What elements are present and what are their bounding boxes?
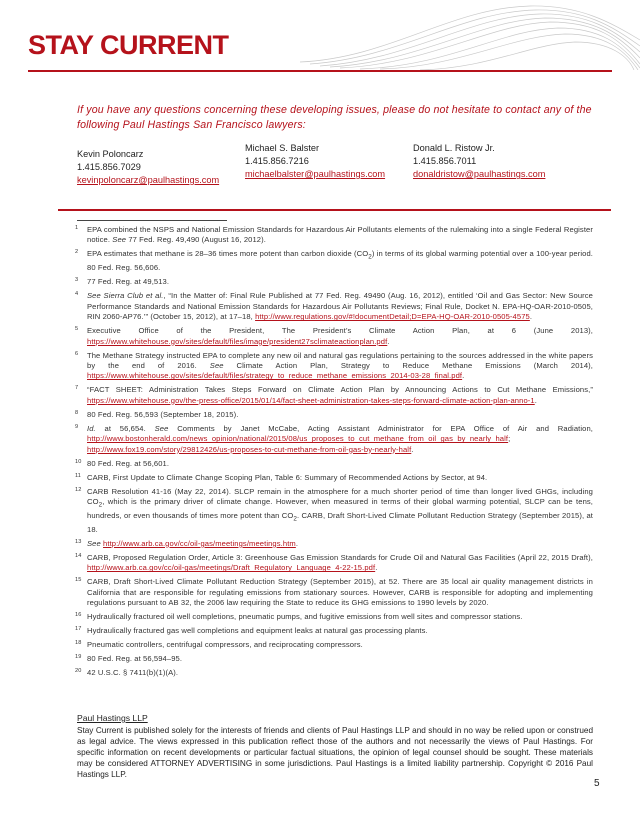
- footnote: 3 77 Fed. Reg. at 49,513.: [75, 277, 170, 287]
- contact-phone: 1.415.856.7216: [245, 156, 309, 166]
- footnotes: [77, 225, 593, 682]
- wave-lines-graphic: [300, 0, 640, 70]
- page-number: 5: [594, 778, 600, 789]
- contact-phone: 1.415.856.7029: [77, 162, 141, 172]
- contact-intro: If you have any questions concerning these developing issues, please do not hesitate to contact any of the following Paul Hastings San Francisco lawyers:: [77, 104, 592, 131]
- contacts-divider: [58, 209, 611, 211]
- footnote-number: 2: [75, 249, 79, 256]
- contact-email-link[interactable]: kevinpoloncarz@paulhastings.com: [77, 175, 220, 185]
- footnote: 4 See Sierra Club et al., “In the Matter of: Final Rule Published at 77 Fed. Reg. 49490 (Aug. 16, 2012), entitled ‘Oil and Gas Sector: New Source Performance Standards and National Emission Standards for Hazardous Air Pollutants Reviews; Final Rule, Docket N. EPA-HQ-OAR-2010-0505, RIN 2060-AP76.’” (October 15, 2012), at 17–18, http://www.regulations.gov/#!documentDetail;D=EPA-HQ-OAR-2010-0505-4575.: [75, 291, 593, 322]
- footnote: 18 Pneumatic controllers, centrifugal compressors, and reciprocating compressors.: [75, 640, 363, 650]
- footnote: 20 42 U.S.C. § 7411(b)(1)(A).: [75, 668, 179, 678]
- contact-name: Kevin Poloncarz: [77, 149, 144, 159]
- contact-card: [413, 142, 545, 181]
- footnote: 15 CARB, Draft Short-Lived Climate Pollutant Reduction Strategy (September 2015), at 52. There are 35 local air quality management districts in California that are responsible for regulating emissions from stationary sources. However, CARB is responsible for adopting and implementing regulations pursuant to AB 32, the 2006 law requiring the State to reduce its GHG emissions to 1990 levels by 2020.: [75, 577, 593, 608]
- footnote: 9 Id. at 56,654. See Comments by Janet McCabe, Acting Assistant Administrator for EPA Office of Air and Radiation, http://www.bostonherald.com/news_opinion/national/2015/08/us_proposes_to_cut_methane_from_oil_gas_by_nearly_half; http://www.fox19.com/story/29812426/us-proposes-to-cut-methane-from-oil-gas-by-nearly-half.: [75, 423, 593, 454]
- footnote: 13 See http://www.arb.ca.gov/cc/oil-gas/meetings/meetings.htm.: [75, 538, 299, 548]
- contact-name: Donald L. Ristow Jr.: [413, 143, 495, 153]
- footnote-number: 5: [75, 326, 79, 333]
- contact-email-link[interactable]: michaelbalster@paulhastings.com: [245, 169, 386, 179]
- footnote: 17 Hydraulically fractured gas well completions and equipment leaks at natural gas processing plants.: [75, 626, 428, 636]
- footnote-link[interactable]: http://www.regulations.gov/#!documentDetail;D=EPA-HQ-OAR-2010-0505-4575: [255, 312, 530, 322]
- header-divider: [28, 70, 612, 72]
- legal-disclaimer: Stay Current is published solely for the interests of friends and clients of Paul Hastings LLP and should in no way be relied upon or construed as legal advice. The views expressed in this publication reflect those of the authors and not necessarily the views of Paul Hastings. For specific information on recent developments or particular factual situations, the opinion of legal counsel should be sought. These materials may be considered ATTORNEY ADVERTISING in some jurisdictions. Paul Hastings is a limited liability partnership. Copyright © 2016 Paul Hastings LLP.: [77, 726, 593, 779]
- footnote: 5 Executive Office of the President, The President’s Climate Action Plan, at 6 (June 2013), https://www.whitehouse.gov/sites/default/files/image/president27sclimateactionplan.pdf.: [75, 326, 593, 346]
- footnote-number: 3: [75, 277, 79, 284]
- footnote-number: 12: [75, 486, 82, 493]
- footnote: 12 CARB Resolution 41-16 (May 22, 2014). SLCP remain in the atmosphere for a much shorter period of time than longer lived GHGs, including $CO_2$, which is the primary driver of climate change. However, when measured in terms of their global warming potential, SLCP can be tens, hundreds, or even thousands of times more potent than $CO_2$. CARB, Draft Short-Lived Climate Pollutant Reduction Strategy (September 2015), at 18.: [75, 486, 594, 534]
- footnote-link[interactable]: http://www.bostonherald.com/news_opinion/national/2015/08/us_proposes_to_cut_methane_from_oil_gas_by_nearly_half: [87, 434, 509, 444]
- footnote: 2 EPA estimates that methane is 28–36 times more potent than carbon dioxide $(CO_2)$ in terms of its global warming potential over a 100-year period. 80 Fed. Reg. 56,606.: [75, 249, 594, 273]
- footnote: 16 Hydraulically fractured oil well completions, pneumatic pumps, and fugitive emissions from well sites and compressor stations.: [75, 612, 523, 622]
- footnote: 11 CARB, First Update to Climate Change Scoping Plan, Table 6: Summary of Recommended Actions by Sector, at 94.: [75, 472, 488, 482]
- footnote-link[interactable]: https://www.whitehouse.gov/sites/default/files/strategy_to_reduce_methane_emissions_2014-03-28_final.pdf: [87, 371, 463, 381]
- footnote-number: 19: [75, 654, 82, 661]
- footnote-number: 10: [75, 458, 82, 465]
- footnote: 7 “FACT SHEET: Administration Takes Steps Forward on Climate Action Plan by Announcing Actions to Cut Methane Emissions,” https://www.whitehouse.gov/the-press-office/2015/01/14/fact-sheet-administration-takes-steps-forward-climate-action-plan-anno-1.: [75, 385, 593, 405]
- footnote-link[interactable]: http://www.fox19.com/story/29812426/us-proposes-to-cut-methane-from-oil-gas-by-nearly-half: [87, 444, 412, 454]
- footnote-number: 8: [75, 409, 79, 416]
- brand-title: STAY CURRENT: [28, 30, 229, 60]
- footnote-number: 11: [75, 472, 82, 479]
- firm-name: Paul Hastings LLP: [77, 713, 148, 723]
- footnote-number: 14: [75, 552, 82, 559]
- contact-card: [245, 142, 385, 181]
- footnote: 10 80 Fed. Reg. at 56,601.: [75, 458, 170, 468]
- footnote-number: 4: [75, 291, 79, 298]
- footnote-number: 17: [75, 626, 82, 633]
- footnote-number: 7: [75, 385, 79, 392]
- footnote-link[interactable]: http://www.arb.ca.gov/cc/oil-gas/meetings/meetings.htm: [103, 538, 296, 548]
- footnote: 19 80 Fed. Reg. at 56,594–95.: [75, 654, 183, 664]
- contact-name: Michael S. Balster: [245, 143, 320, 153]
- footnote: 6 The Methane Strategy instructed EPA to complete any new oil and natural gas regulations pertaining to the sources addressed in the white papers by the end of 2016. See Climate Action Plan, Strategy to Reduce Methane Emissions (March 2014), https://www.whitehouse.gov/sites/default/files/strategy_to_reduce_methane_emissions_2014-03-28_final.pdf.: [75, 350, 593, 381]
- footnote-number: 16: [75, 612, 82, 619]
- footnote-number: 1: [75, 225, 79, 231]
- footnote: 14 CARB, Proposed Regulation Order, Article 3: Greenhouse Gas Emission Standards for Crude Oil and Natural Gas Facilities (April 22, 2015 Draft), http://www.arb.ca.gov/cc/oil-gas/meetings/Draft_Regulatory_Language_4-22-15.pdf.: [75, 552, 593, 573]
- footnote-number: 20: [75, 668, 82, 675]
- footnote: 8 80 Fed. Reg. 56,593 (September 18, 2015).: [75, 409, 239, 419]
- contact-phone: 1.415.856.7011: [413, 156, 477, 166]
- footnote: 1 EPA combined the NSPS and National Emission Standards for Hazardous Air Pollutants elements of the rulemaking into a single Federal Register notice. See 77 Fed. Reg. 49,490 (August 16, 2012).: [75, 225, 593, 245]
- contact-card: [77, 148, 219, 187]
- footnote-number: 6: [75, 350, 79, 357]
- page-header: [0, 0, 640, 90]
- footnote-number: 15: [75, 577, 82, 584]
- footnote-link[interactable]: http://www.arb.ca.gov/cc/oil-gas/meetings/Draft_Regulatory_Language_4-22-15.pdf: [87, 563, 376, 573]
- footnote-number: 13: [75, 538, 82, 545]
- footnote-number: 18: [75, 640, 82, 647]
- contact-email-link[interactable]: donaldristow@paulhastings.com: [413, 169, 546, 179]
- footnote-number: 9: [75, 423, 79, 430]
- footnote-link[interactable]: https://www.whitehouse.gov/sites/default/files/image/president27sclimateactionplan.pdf: [87, 336, 388, 346]
- footnote-separator: [77, 220, 227, 221]
- footnote-link[interactable]: https://www.whitehouse.gov/the-press-office/2015/01/14/fact-sheet-administration-takes-steps-forward-climate-action-plan-anno-1: [87, 395, 535, 405]
